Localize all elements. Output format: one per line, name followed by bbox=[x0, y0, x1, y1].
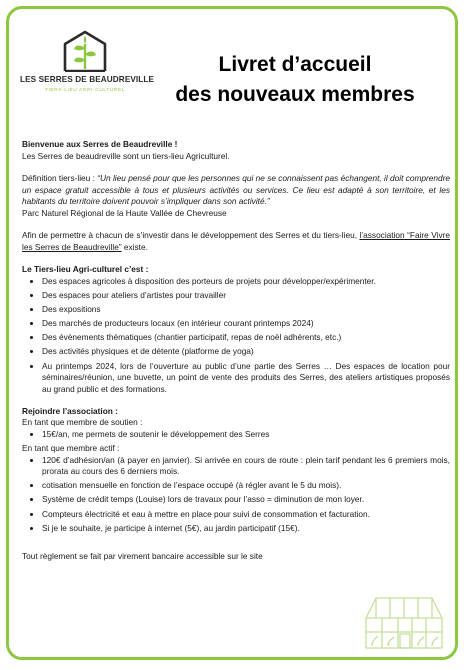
document-body bbox=[22, 139, 450, 562]
greenhouse-illustration-icon bbox=[360, 592, 444, 650]
definition-quote: “Un lieu pensé pour que les personnes qui ne se connaissent pas échangent, il doit comprendre un espace gratuit accessible à tous et plusieurs activités ou services. Ce lieu est adapté à son territoire, et les habitants du territoire doivent pouvoir s’impliquer dans son activité.” bbox=[22, 173, 450, 206]
title-line-2: des nouveaux membres bbox=[175, 83, 415, 106]
title-line-1: Livret d’accueil bbox=[218, 53, 372, 76]
footer-text: Tout règlement se fait par virement bancaire accessible sur le site bbox=[22, 550, 263, 561]
welcome-text: Les Serres de beaudreville sont un tiers-lieu Agriculturel. bbox=[22, 150, 230, 161]
active-list bbox=[22, 455, 450, 535]
logo-tagline: TIERS-LIEU AGRI-CULTUREL bbox=[44, 88, 126, 93]
list-item: • Compteurs électricité et eau à mettre en place pour suivi de consommation et facturation. bbox=[42, 509, 450, 521]
logo-name: LES SERRES DE BEAUDREVILLE bbox=[20, 75, 155, 84]
page-title bbox=[150, 50, 440, 110]
supporter-list bbox=[22, 429, 450, 441]
tiers-lieu-heading: Le Tiers-lieu Agri-culturel c’est : bbox=[22, 264, 149, 274]
list-item: • Des expositions bbox=[42, 304, 450, 316]
list-item: • 15€/an, me permets de soutenir le développement des Serres bbox=[42, 429, 450, 441]
list-item: • cotisation mensuelle en fonction de l’espace occupé (à régler avant le 5 du mois). bbox=[42, 480, 450, 492]
list-item: • Au printemps 2024, lors de l’ouverture au public d’une partie des Serres … Des espaces de location pour séminaires/réunion, une buvette, un point de vente des produits des Serres, des ateliers artistiques proposés au grand public et des formations. bbox=[42, 361, 450, 396]
list-item: • Des espaces pour ateliers d’artistes pour travailler bbox=[42, 290, 450, 302]
definition-source: Parc Naturel Régional de la Haute Vallée de Chevreuse bbox=[22, 207, 227, 218]
greenhouse-logo-icon bbox=[62, 30, 108, 72]
welcome-heading: Bienvenue aux Serres de Beaudreville ! bbox=[22, 139, 178, 149]
tiers-lieu-list bbox=[22, 276, 450, 396]
active-label: En tant que membre actif : bbox=[22, 443, 120, 453]
list-item: • Système de crédit temps (Louise) lors de travaux pour l’asso = diminution de mon loyer. bbox=[42, 494, 450, 506]
list-item: • Des activités physiques et de détente (platforme de yoga) bbox=[42, 346, 450, 358]
association-link[interactable]: l’association “Faire Vivre les Serres de Beaudreville” bbox=[22, 230, 450, 252]
list-item: • 120€ d’adhésion/an (à payer en janvier). Si arrivée en cours de route : plein tarif pendant les 6 premiers mois, prorata au cours des 6 derniers mois. bbox=[42, 455, 450, 478]
association-text-after: existe. bbox=[121, 241, 148, 252]
logo bbox=[20, 30, 155, 93]
definition-label: Définition tiers-lieu : bbox=[22, 173, 98, 183]
association-paragraph bbox=[22, 230, 450, 253]
list-item: • Si je le souhaite, je participe à internet (5€), au jardin participatif (15€). bbox=[42, 523, 450, 535]
list-item: • Des évènements thématiques (chantier participatif, repas de noël adhérents, etc.) bbox=[42, 332, 450, 344]
definition-paragraph bbox=[22, 173, 450, 208]
join-heading: Rejoindre l’association : bbox=[22, 405, 118, 416]
association-text-before: Afin de permettre à chacun de s’investir dans le développement des Serres et du tiers-lieu, bbox=[22, 230, 360, 240]
supporter-label: En tant que membre de soutien : bbox=[22, 417, 143, 428]
list-item: • Des espaces agricoles à disposition des porteurs de projets pour développer/expérimenter. bbox=[42, 276, 450, 288]
list-item: • Des marchés de producteurs locaux (en intérieur courant printemps 2024) bbox=[42, 318, 450, 330]
